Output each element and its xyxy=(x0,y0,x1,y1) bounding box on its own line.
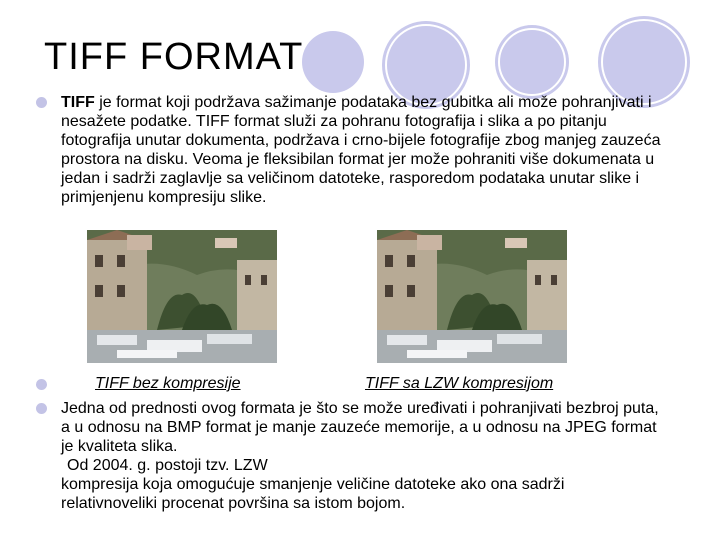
decor-circle xyxy=(495,25,569,99)
caption-uncompressed: TIFF bez kompresije xyxy=(95,375,241,392)
bullet-dot-icon xyxy=(36,403,47,414)
caption-lzw: TIFF sa LZW kompresijom xyxy=(365,375,554,392)
closing-line-2: Od 2004. g. postoji tzv. LZW xyxy=(67,457,268,474)
bullet-dot-icon xyxy=(36,97,47,108)
photo-lzw-compressed xyxy=(377,230,567,363)
closing-line-3: kompresija koja omogućuje smanjenje veličine datoteke ako ona sadrži relativnoveliki procenat površina sa istom bojom. xyxy=(61,476,565,512)
slide-title: TIFF FORMAT xyxy=(44,36,304,78)
closing-line-1: Jedna od prednosti ovog formata je što se može uređivati i pohranjivati bezbroj puta, a u odnosu na BMP format je manje zauzeće memorije, a u odnosu na JPEG format je kvaliteta slika. xyxy=(61,400,659,455)
intro-term: TIFF xyxy=(61,94,95,111)
intro-paragraph xyxy=(61,93,673,207)
photo-uncompressed xyxy=(87,230,277,363)
bullet-dot-icon xyxy=(36,379,47,390)
decor-circle xyxy=(302,31,364,93)
closing-paragraph xyxy=(61,399,661,513)
intro-text: je format koji podržava sažimanje podataka bez gubitka ali može pohranjivati i nesažete podatke. TIFF format služi za pohranu fotografija i slika a po pitanju fotografija unutar dokumenta, podržava i crno-bijele fotografije zbog manjeg zauzeća prostora na disku. Veoma je fleksibilan format jer može pohraniti više dokumenata u jedan i sadrži zaglavlje sa veličinom datoteke, rasporedom podataka unutar slike i primjenjenu kompresiju slike. xyxy=(61,94,661,206)
